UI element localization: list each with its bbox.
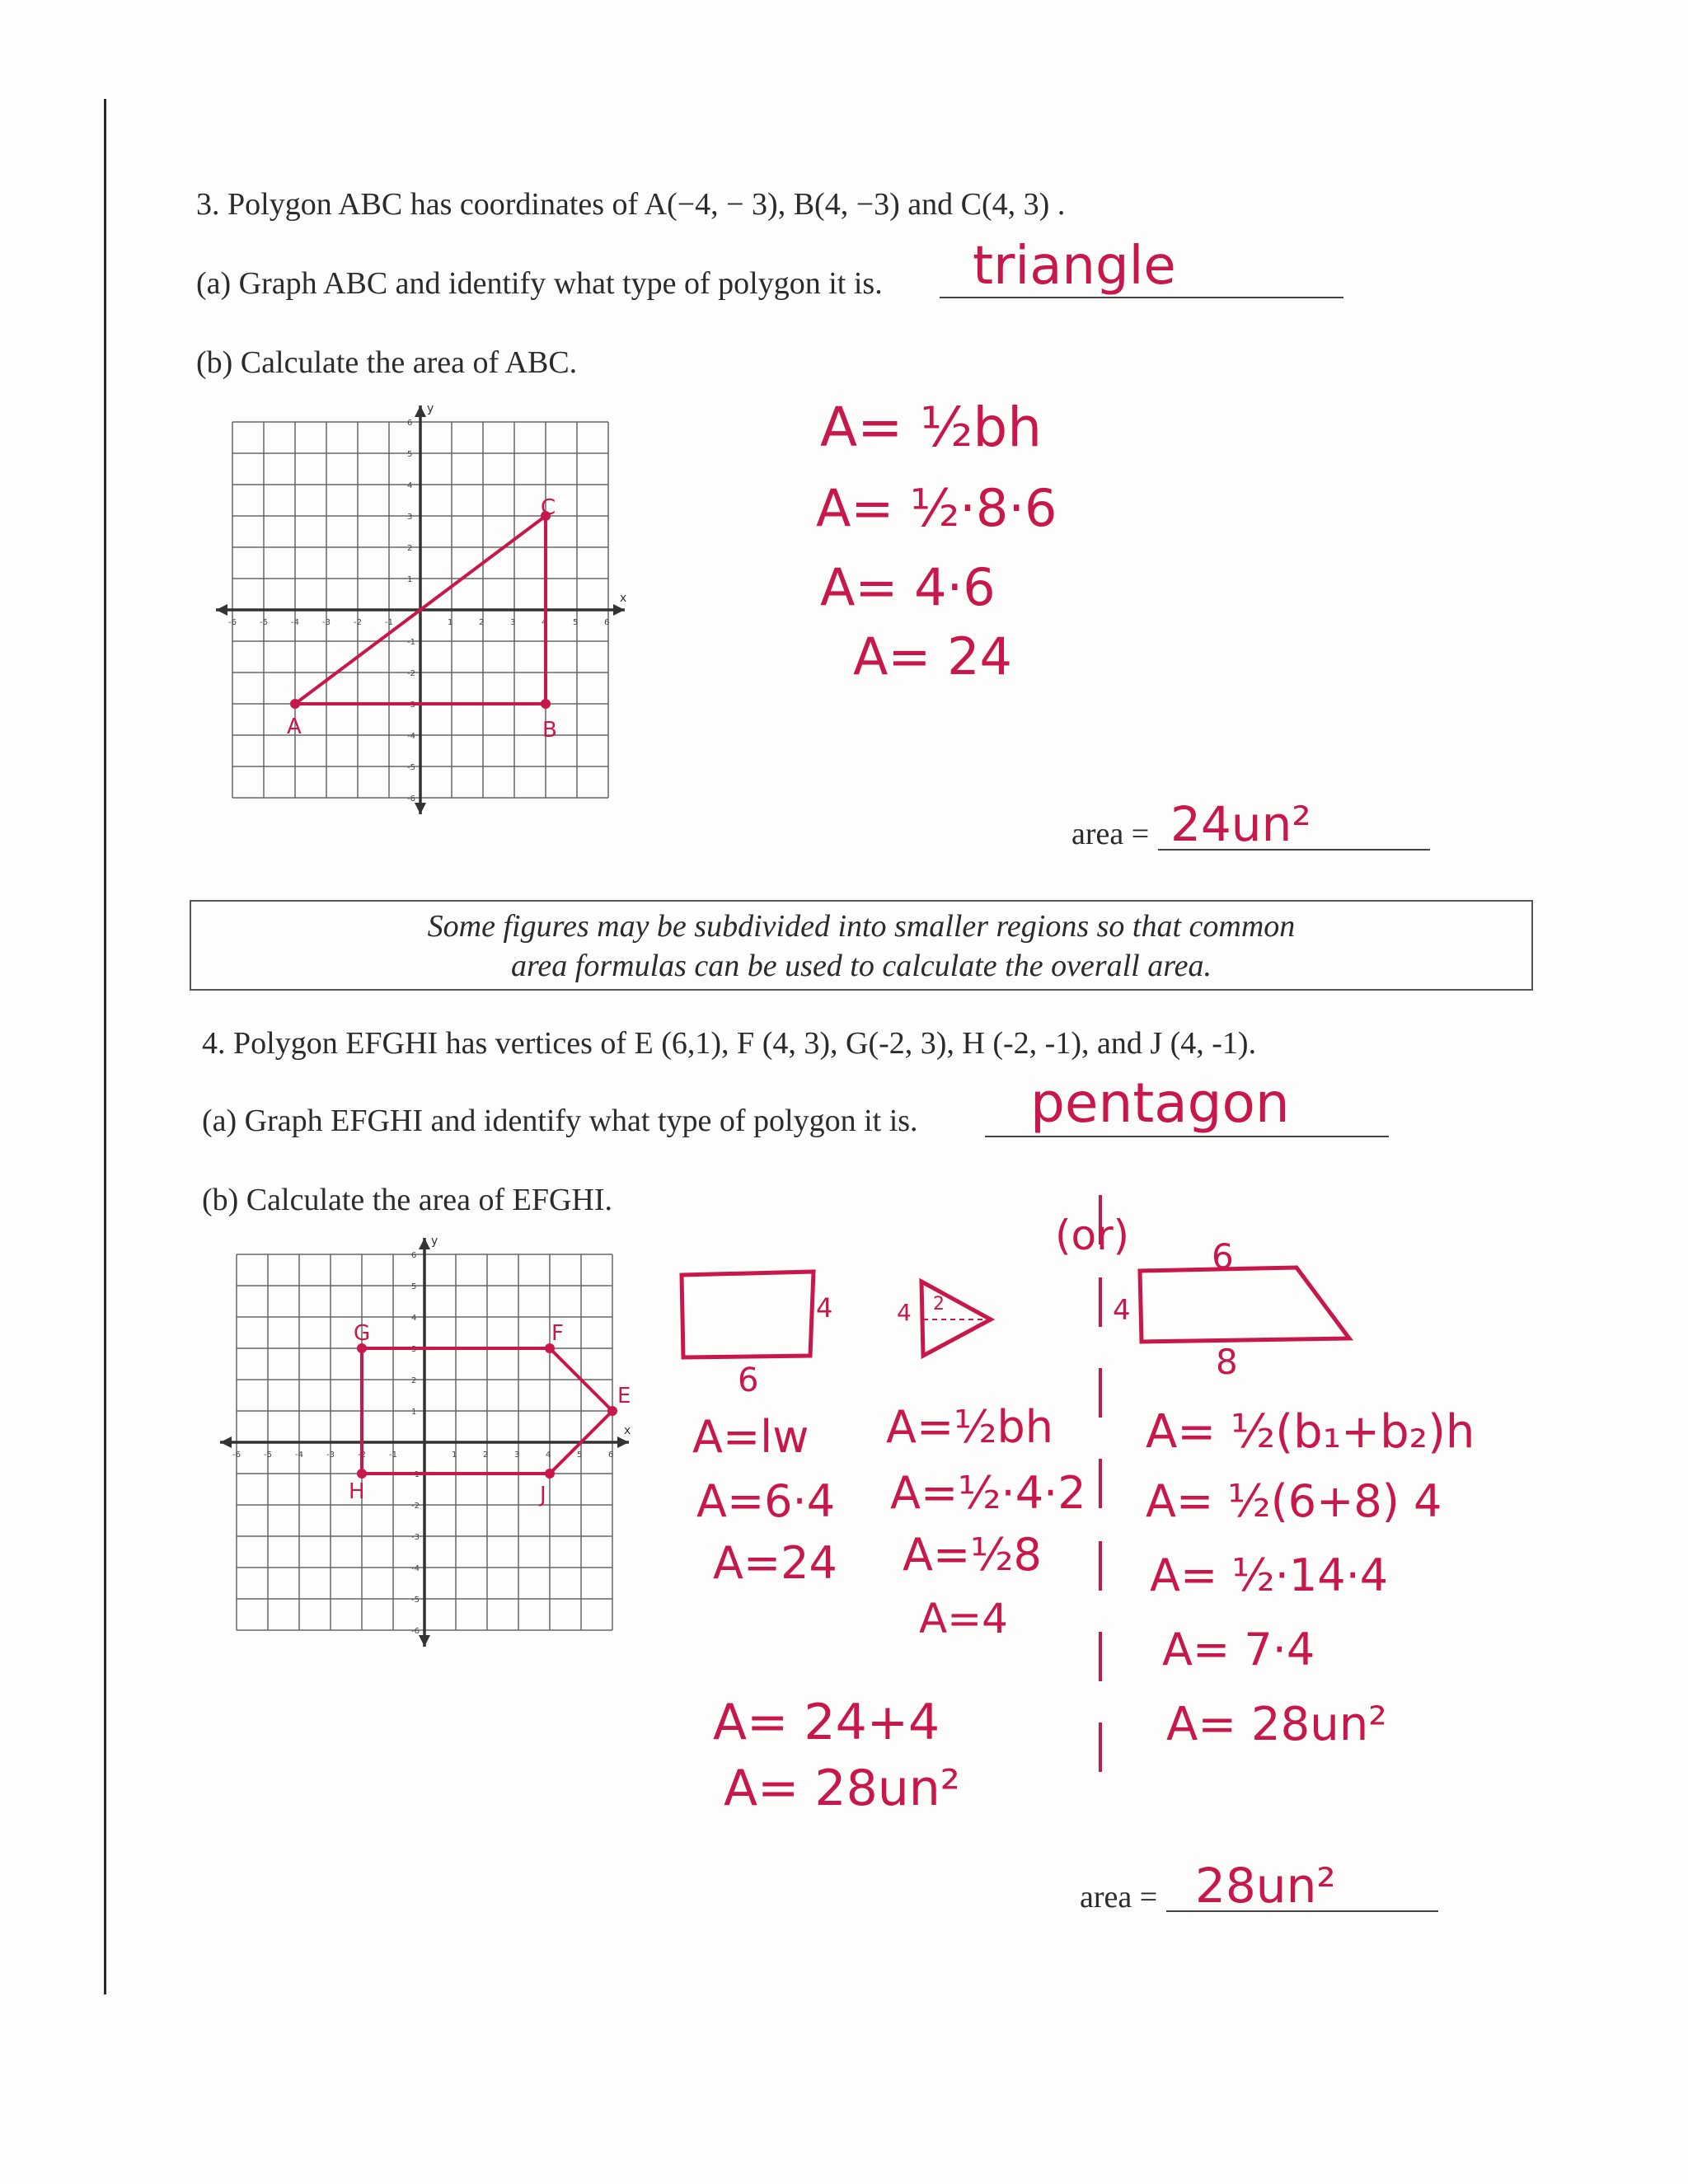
triangle-sketch	[907, 1273, 1014, 1364]
y-tick-label: -6	[411, 1627, 420, 1636]
rect-work-line: A=lw	[692, 1411, 809, 1463]
rect-height-label: 4	[816, 1292, 833, 1324]
y-tick-label: -5	[411, 1596, 420, 1605]
y-tick-label: -2	[411, 1502, 420, 1511]
q3-answer-handwritten: triangle	[973, 236, 1176, 297]
note-line-2: area formulas can be used to calculate the overall area.	[511, 949, 1212, 983]
vertex-label: H	[349, 1479, 365, 1504]
y-tick-label: 1	[411, 1408, 417, 1417]
q3-area-label: area =	[1071, 817, 1150, 851]
q3-work-line: A= ½·8·6	[816, 478, 1057, 538]
tri-work-line: A=½8	[903, 1529, 1042, 1581]
q3-part-b: (b) Calculate the area of ABC.	[196, 345, 578, 380]
q4-stem	[202, 1025, 1256, 1062]
page-edge-line	[104, 99, 106, 1994]
x-tick-label: 5	[573, 618, 579, 627]
q4-answer-line	[985, 1136, 1389, 1137]
q3-work-line: A= ½bh	[820, 396, 1043, 459]
y-tick-label: 3	[411, 1345, 417, 1354]
y-tick-label: -2	[407, 669, 415, 678]
x-tick-label: 4	[546, 1451, 551, 1460]
q3-work-line: A= 24	[853, 626, 1012, 687]
x-axis-label: x	[624, 1424, 631, 1437]
rect-width-label: 6	[738, 1361, 759, 1399]
y-tick-label: -5	[407, 763, 415, 772]
tri-work-line: A=½·4·2	[890, 1467, 1086, 1519]
y-tick-label: -3	[407, 701, 415, 710]
vertex-point	[545, 1469, 555, 1479]
q3-part-a: (a) Graph ABC and identify what type of polygon it is.	[196, 266, 883, 301]
rect-work-line: A=6·4	[696, 1475, 836, 1527]
note-line-1: Some figures may be subdivided into smaller regions so that common	[427, 909, 1296, 944]
vertex-point	[541, 699, 551, 709]
q4-part-a: (a) Graph EFGHI and identify what type of polygon it is.	[202, 1104, 918, 1138]
vertex-point	[607, 1406, 617, 1416]
q3-coordinate-grid	[206, 396, 635, 824]
x-tick-label: 3	[510, 618, 516, 627]
vertex-label: A	[287, 715, 302, 739]
q3-area-answer: 24un²	[1170, 796, 1311, 852]
rect-work-line: A=24	[713, 1537, 837, 1589]
q4-stem-text: Polygon EFGHI has vertices of E (6,1), F (4, 3), G(-2, 3), H (-2, -1), and J (4, -1).	[233, 1026, 1257, 1061]
x-tick-label: -3	[326, 1451, 335, 1460]
y-tick-label: 6	[407, 419, 413, 428]
trapezoid-outline	[1140, 1268, 1349, 1342]
q4-number: 4.	[202, 1026, 226, 1061]
y-axis-label: y	[431, 1235, 438, 1248]
x-tick-label: -6	[228, 618, 237, 627]
x-axis-arrow	[220, 1436, 232, 1448]
q4-coordinate-grid	[210, 1228, 639, 1657]
x-axis-label: x	[620, 592, 627, 605]
x-tick-label: -5	[260, 618, 268, 627]
trap-work-line: A= ½(6+8) 4	[1146, 1475, 1442, 1527]
x-tick-label: 1	[448, 618, 453, 627]
y-axis-arrow	[419, 1238, 430, 1249]
x-tick-label: -4	[291, 618, 299, 627]
note-box	[190, 900, 1533, 991]
y-tick-label: 1	[407, 575, 413, 584]
q3-number: 3.	[196, 187, 220, 222]
tri-height-label: 4	[897, 1299, 912, 1326]
y-tick-label: -4	[411, 1564, 420, 1573]
tri-work-line: A=½bh	[886, 1401, 1054, 1453]
y-tick-label: 4	[407, 481, 413, 490]
y-tick-label: -1	[411, 1470, 420, 1479]
tri-base-label: 2	[933, 1294, 945, 1315]
q3-answer-line	[940, 297, 1343, 298]
trap-bottom-label: 8	[1216, 1342, 1238, 1382]
x-axis-arrow	[216, 604, 227, 616]
sum-work-line: A= 28un²	[724, 1760, 960, 1817]
q4-area-answer: 28un²	[1195, 1858, 1336, 1914]
vertex-label: F	[551, 1321, 564, 1346]
x-tick-label: -5	[264, 1451, 272, 1460]
x-tick-label: -2	[358, 1451, 366, 1460]
q3-work-line: A= 4·6	[820, 557, 996, 617]
y-tick-label: -3	[411, 1533, 420, 1542]
trap-top-label: 6	[1212, 1236, 1234, 1277]
tri-work-line: A=4	[919, 1595, 1008, 1643]
x-tick-label: -1	[389, 1451, 397, 1460]
x-tick-label: 5	[577, 1451, 583, 1460]
or-divider	[1088, 1195, 1113, 1854]
x-tick-label: -1	[385, 618, 393, 627]
vertex-label: B	[542, 718, 557, 743]
x-tick-label: 3	[514, 1451, 520, 1460]
y-tick-label: -4	[407, 732, 415, 741]
y-tick-label: 6	[411, 1251, 417, 1260]
y-axis-arrow	[415, 405, 426, 417]
vertex-label: E	[617, 1384, 631, 1408]
x-tick-label: -4	[295, 1451, 303, 1460]
trap-work-line: A= 7·4	[1162, 1624, 1315, 1675]
y-tick-label: 3	[407, 513, 413, 522]
x-tick-label: 2	[479, 618, 485, 627]
sum-work-line: A= 24+4	[713, 1694, 940, 1751]
x-tick-label: 1	[452, 1451, 457, 1460]
x-tick-label: -3	[322, 618, 331, 627]
q3-stem-text: Polygon ABC has coordinates of A(−4, − 3), B(4, −3) and C(4, 3) .	[227, 187, 1066, 222]
trap-work-line: A= ½·14·4	[1150, 1549, 1389, 1601]
q3-stem	[196, 186, 1065, 223]
vertex-label: G	[354, 1321, 371, 1346]
y-axis-arrow	[415, 803, 426, 814]
vertex-point	[357, 1469, 367, 1479]
y-tick-label: 2	[411, 1376, 417, 1385]
vertex-label: C	[541, 495, 556, 520]
q4-part-b: (b) Calculate the area of EFGHI.	[202, 1183, 613, 1217]
rectangle-outline	[682, 1272, 814, 1357]
y-tick-label: 4	[411, 1314, 417, 1323]
x-tick-label: -2	[354, 618, 362, 627]
x-tick-label: 2	[483, 1451, 489, 1460]
y-tick-label: 2	[407, 544, 413, 553]
vertex-label: J	[540, 1483, 546, 1507]
x-tick-label: -6	[232, 1451, 241, 1460]
trap-work-line: A= ½(b₁+b₂)h	[1146, 1405, 1475, 1459]
vertex-point	[290, 699, 300, 709]
y-tick-label: -6	[407, 794, 415, 804]
q4-area-label: area =	[1080, 1880, 1158, 1915]
y-tick-label: 5	[407, 450, 413, 459]
x-tick-label: 6	[604, 618, 610, 627]
trapezoid-sketch	[1133, 1261, 1356, 1352]
y-axis-label: y	[427, 402, 434, 415]
q4-answer-handwritten: pentagon	[1030, 1071, 1290, 1135]
trap-height-label: 4	[1113, 1294, 1131, 1327]
x-tick-label: 4	[542, 618, 547, 627]
x-tick-label: 6	[608, 1451, 614, 1460]
y-tick-label: -1	[407, 638, 415, 647]
x-axis-arrow	[617, 1436, 629, 1448]
or-label: (or)	[1055, 1212, 1130, 1259]
y-axis-arrow	[419, 1635, 430, 1647]
y-tick-label: 5	[411, 1282, 417, 1291]
trap-work-line: A= 28un²	[1166, 1698, 1387, 1751]
x-axis-arrow	[613, 604, 625, 616]
